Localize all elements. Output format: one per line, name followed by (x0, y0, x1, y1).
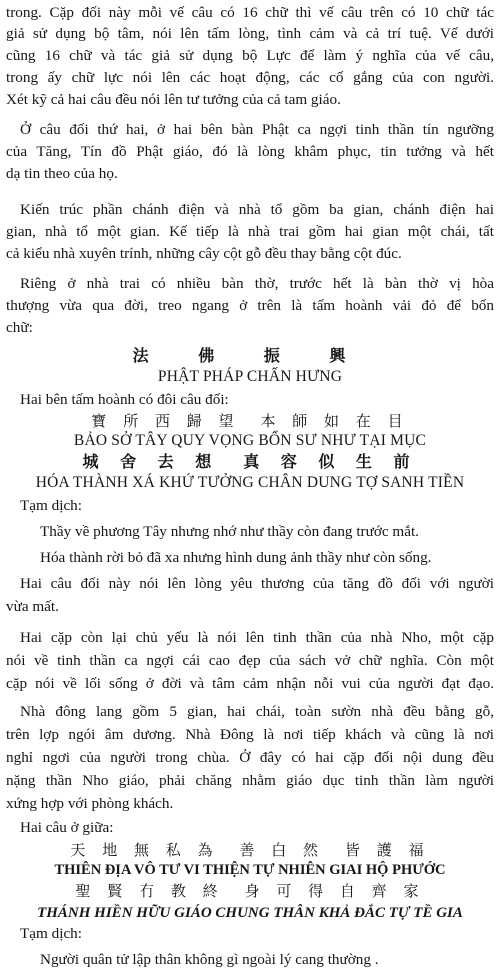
text-line: cũng 16 chữ và tác giả sử dụng bộ Lực để làm ý nghĩa của vế câu, (6, 47, 494, 64)
couplet-transliteration: THÁNH HIỀN HỮU GIÁO CHUNG THÂN KHẢ ĐẮC TỰ TỀ GIA (37, 905, 463, 921)
translation-label: Tạm dịch: (20, 497, 82, 514)
text-line: Hai bên tấm hoành có đôi câu đối: (20, 391, 229, 408)
text-line: của Tăng, Tín đồ Phật giáo, đó là lòng khâm phục, tin tưởng và hết (6, 143, 494, 160)
paragraph-first-line: Hai câu đối này nói lên lòng yêu thương của tăng đồ đối với người (20, 575, 494, 592)
translation-line: Hóa thành rời bỏ đã xa nhưng hình dung ảnh thầy như còn sống. (40, 549, 432, 566)
text-line: nghỉ ngơi của người trong chùa. Ở đây có hai cặp đối nội dung đều (6, 749, 494, 766)
text-line: cả kiểu nhà xuyên trính, những cây cột gỗ đều thay bằng cột đúc. (6, 245, 402, 262)
text-line: trên lợp ngói âm dương. Nhà Đông là nơi tiếp khách và cũng là nơi (6, 726, 494, 743)
text-line: nặng thần Nho giáo, phải chăng nhằm giáo dục tinh thần làm người (6, 772, 494, 789)
paragraph-first-line: Hai cặp còn lại chủ yếu là nói lên tinh thần của nhà Nho, một cặp (20, 629, 494, 646)
translation-line: Người quân tử lập thân không gì ngoài lý cang thường . (40, 951, 379, 968)
inscription-transliteration: PHẬT PHÁP CHẤN HƯNG (157, 368, 343, 385)
couplet-transliteration: THIÊN ĐỊA VÔ TƯ VI THIỆN TỰ NHIÊN GIAI HỘ PHƯỚC (54, 862, 446, 878)
paragraph-first-line: Kiến trúc phần chánh điện và nhà tổ gồm ba gian, chánh điện hai (20, 201, 494, 218)
text-line: dạ tin theo của họ. (6, 165, 118, 182)
han-nom-inscription: 法 佛 振 興 (132, 346, 368, 365)
couplet-transliteration: HÓA THÀNH XÁ KHỨ TƯỞNG CHÂN DUNG TỢ SANH TIỀN (35, 474, 465, 491)
text-line: Hai câu ở giữa: (20, 819, 114, 836)
han-nom-couplet-line: 城 舍 去 想 真 容 似 生 前 (82, 452, 418, 471)
translation-label: Tạm dịch: (20, 925, 82, 942)
text-line: cặp nói về lối sống ở đời và tâm cảm nhận nỗi vui của người đạt đạo. (6, 675, 494, 692)
han-nom-couplet-line: 天 地 無 私 為 善 白 然 皆 護 福 (70, 841, 430, 859)
text-line: thượng vừa qua đời, treo ngang ở trên là tấm hoành vải đỏ để bốn (6, 297, 494, 314)
paragraph-first-line: Riêng ở nhà trai có nhiều bàn thờ, trước hết là bàn thờ vị hòa (20, 275, 494, 292)
text-line: nói về tinh thần ca ngợi cái cao đẹp của sách vở chữ nghĩa. Còn một (6, 652, 494, 669)
text-line: gian, nhà tổ một gian. Kế tiếp là nhà trai gồm hai gian một chái, tất (6, 223, 494, 240)
text-line: trong ấy chữ lực nói lên các hoạt động, các cố gắng của con người. (6, 69, 494, 86)
text-line: chữ: (6, 319, 33, 336)
text-line: vừa mất. (6, 598, 59, 615)
text-line: xứng hợp với phòng khách. (6, 795, 174, 812)
couplet-transliteration: BẢO SỞ TÂY QUY VỌNG BỔN SƯ NHƯ TẠI MỤC (73, 432, 427, 449)
translation-line: Thầy về phương Tây nhưng nhớ như thầy còn đang trước mắt. (40, 523, 419, 540)
paragraph-first-line: Nhà đông lang gồm 5 gian, hai chái, toàn sườn nhà đều bằng gỗ, (20, 703, 494, 720)
text-line: Xét kỹ cả hai câu đều nói lên tư tưởng của cả tam giáo. (6, 91, 341, 108)
text-line: giả sử dụng bộ tâm, nói lên tấm lòng, tình cảm và cả trí tuệ. Vế dưới (6, 25, 494, 42)
paragraph-first-line: Ở câu đối thứ hai, ở hai bên bàn Phật ca ngợi tinh thần tín ngưỡng (20, 121, 494, 138)
text-line: trong. Cặp đối này mỗi vế câu có 16 chữ thì vế câu trên có 10 chữ tác (6, 4, 494, 21)
han-nom-couplet-line: 寶 所 西 歸 望 本 師 如 在 目 (91, 412, 409, 430)
han-nom-couplet-line: 聖 賢 冇 教 終 身 可 得 自 齊 家 (75, 882, 425, 900)
